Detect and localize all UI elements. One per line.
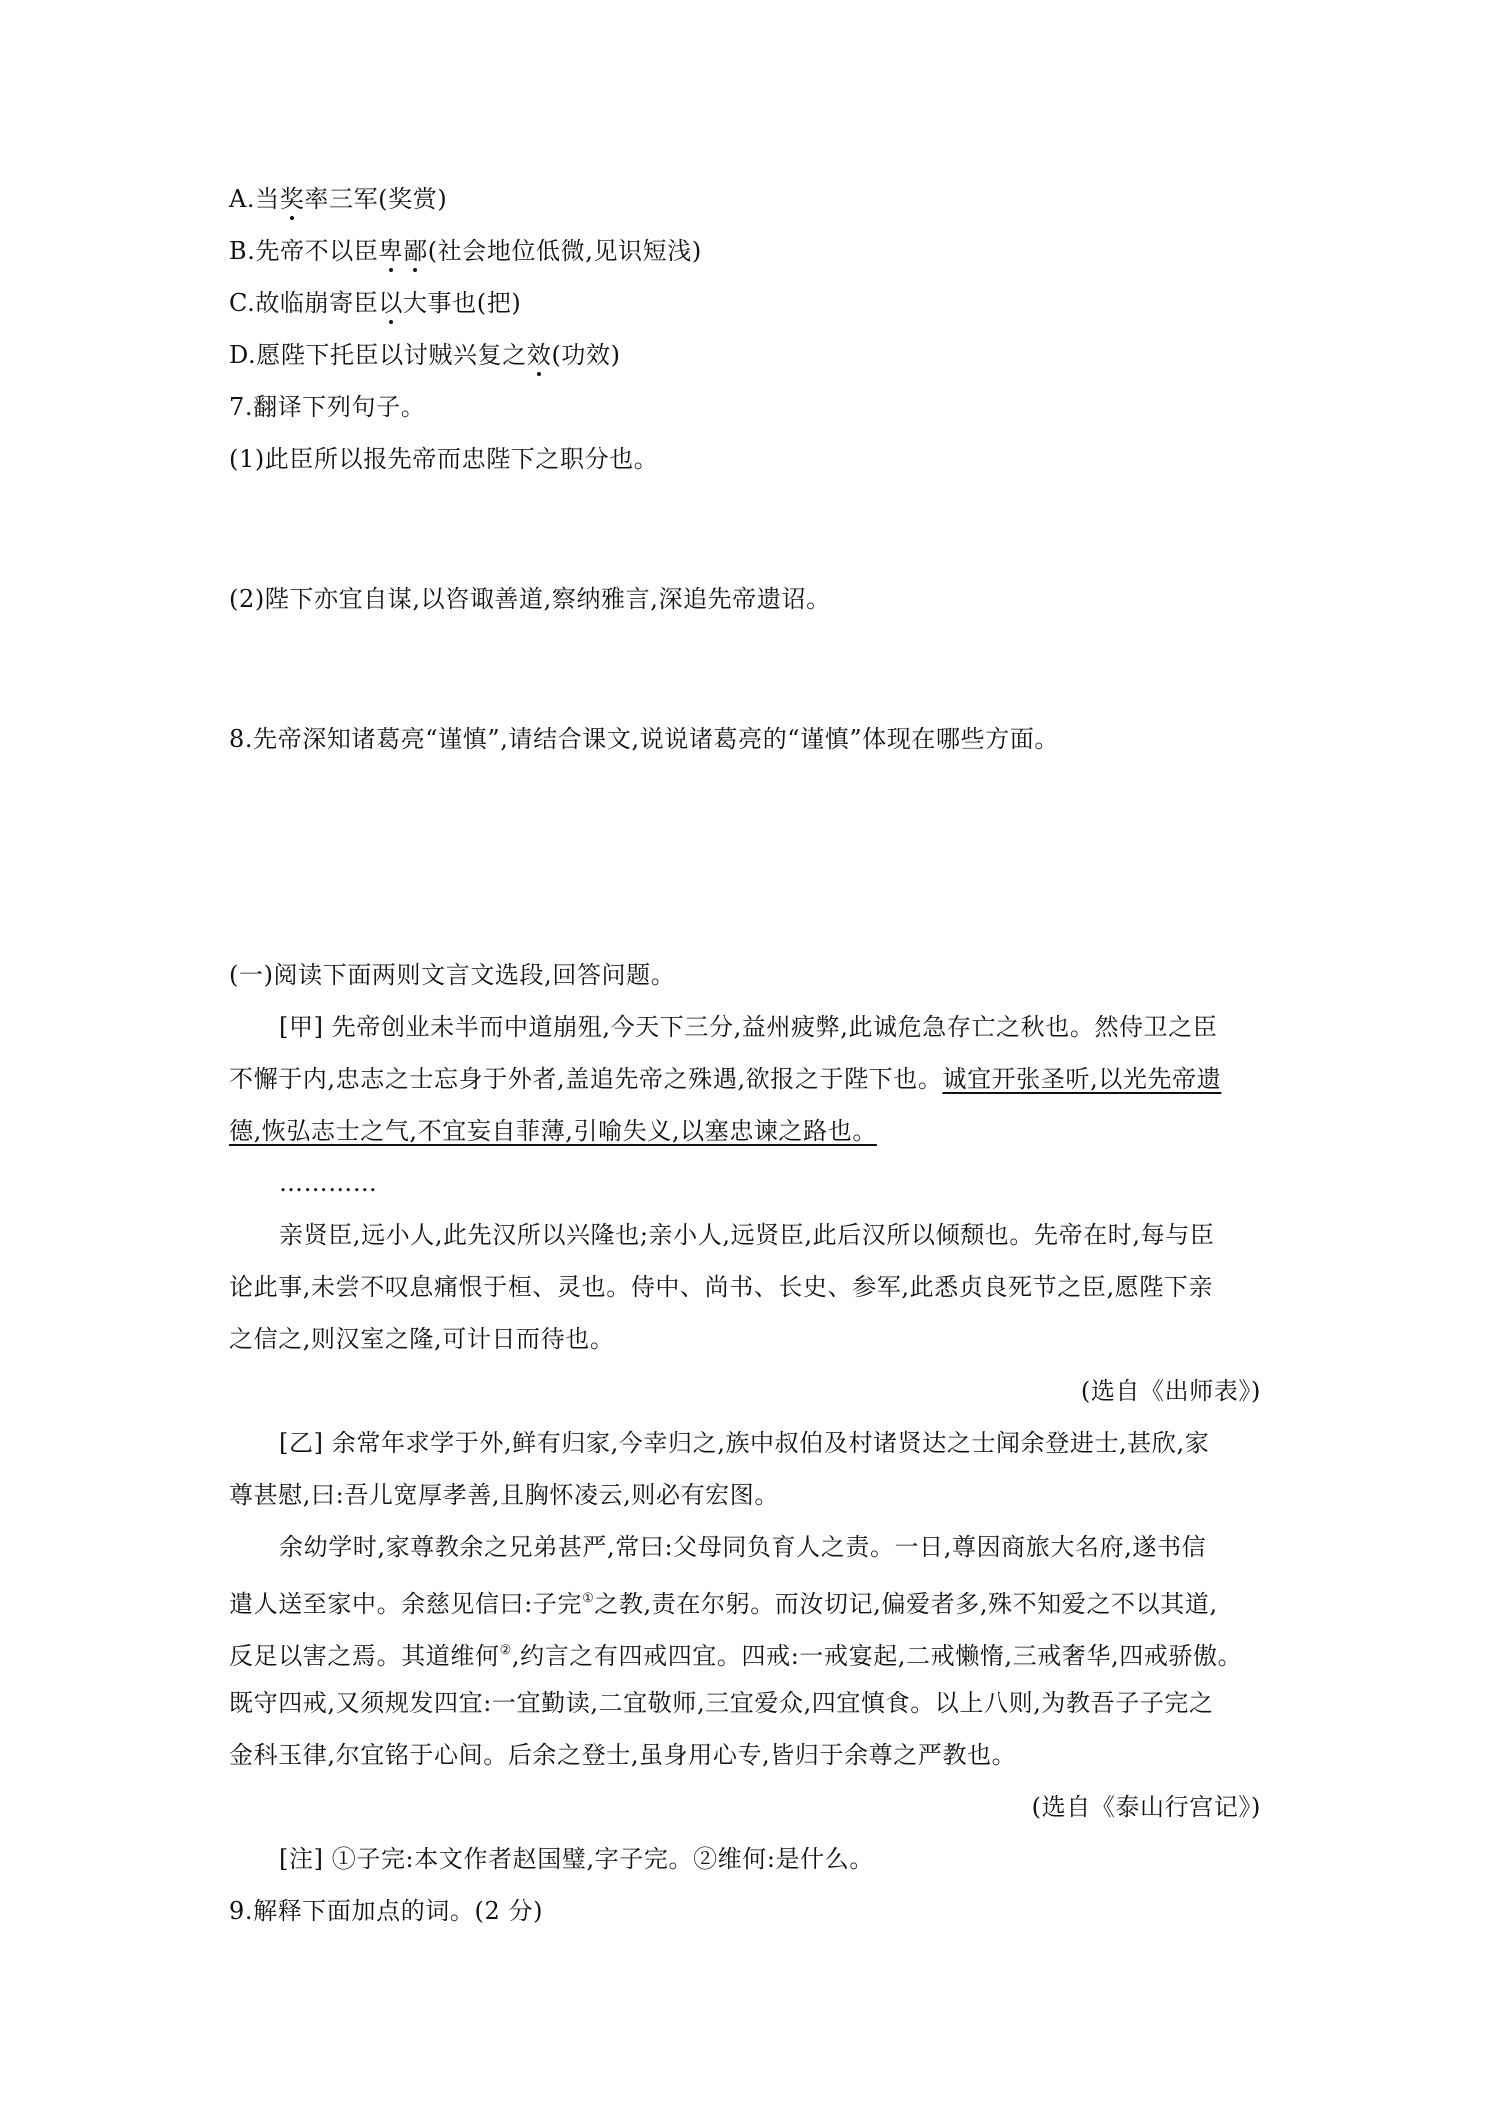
question-7-sentence-2: (2)陛下亦宜自谋,以咨诹善道,察纳雅言,深追先帝遗诏。 — [229, 585, 831, 613]
emphasis-char: 卑 — [378, 237, 404, 265]
option-a: A.当奖率三军(奖赏) — [229, 185, 448, 213]
question-7-title: 7.翻译下列句子。 — [229, 393, 426, 421]
footnotes: [注] ①子完:本文作者赵国璧,字子完。②维何:是什么。 — [279, 1845, 874, 1873]
passage-yi-line: 金科玉律,尔宜铭于心间。后余之登士,虽身用心专,皆归于余尊之严教也。 — [229, 1741, 1017, 1769]
passage-jia-line — [229, 1114, 877, 1148]
passage-yi-line: 遣人送至家中。余慈见信曰:子完①之教,责在尔躬。而汝切记,偏爱者多,殊不知爱之不以其道, — [229, 1590, 1218, 1618]
emphasis-char: 鄙 — [403, 237, 428, 265]
source-citation: (选自《泰山行宫记》) — [1031, 1793, 1261, 1821]
question-7-sentence-1: (1)此臣所以报先帝而忠陛下之职分也。 — [229, 445, 659, 473]
underlined-text: 德,恢弘志士之气,不宜妄自菲薄,引喻失义,以塞忠谏之路也。 — [229, 1117, 877, 1145]
emphasis-char: 效 — [526, 341, 552, 369]
passage-yi-line: 反足以害之焉。其道维何②,约言之有四戒四宜。四戒:一戒宴起,二戒懒惰,三戒奢华,四戒骄傲。 — [229, 1642, 1243, 1670]
emphasis-char: 以 — [378, 289, 403, 317]
footnote-marker: ② — [499, 1643, 512, 1658]
question-9: 9.解释下面加点的词。(2 分) — [229, 1897, 544, 1925]
passage-jia-line: 之信之,则汉室之隆,可计日而待也。 — [229, 1325, 615, 1353]
footnote-marker: ① — [582, 1591, 595, 1606]
passage-yi-line: [乙] 余常年求学于外,鲜有归家,今幸归之,族中叔伯及村诸贤达之士闻余登进士,甚欣,家 — [279, 1429, 1210, 1457]
passage-yi-line: 余幼学时,家尊教余之兄弟甚严,常曰:父母同负育人之责。一日,尊因商旅大名府,遂书信 — [279, 1533, 1207, 1561]
passage-jia-line: [甲] 先帝创业未半而中道崩殂,今天下三分,益州疲弊,此诚危急存亡之秋也。然侍卫之臣 — [279, 1013, 1218, 1041]
underlined-text: 诚宜开张圣听,以光先帝遗 — [942, 1065, 1222, 1093]
emphasis-char: 奖 — [279, 185, 305, 213]
option-b: B.先帝不以臣卑鄙(社会地位低微,见识短浅) — [229, 237, 702, 265]
source-citation: (选自《出师表》) — [1080, 1377, 1261, 1405]
passage-jia-line: 不懈于内,忠志之士忘身于外者,盖追先帝之殊遇,欲报之于陛下也。诚宜开张圣听,以光先帝遗 — [229, 1065, 1222, 1093]
option-d: D.愿陛下托臣以讨贼兴复之效(功效) — [229, 341, 621, 369]
ellipsis: ………… — [279, 1169, 378, 1197]
option-c: C.故临崩寄臣以大事也(把) — [229, 289, 522, 317]
passage-jia-line: 亲贤臣,远小人,此先汉所以兴隆也;亲小人,远贤臣,此后汉所以倾颓也。先帝在时,每与臣 — [279, 1221, 1215, 1249]
question-8: 8.先帝深知诸葛亮“谨慎”,请结合课文,说说诸葛亮的“谨慎”体现在哪些方面。 — [229, 725, 1060, 753]
passage-yi-line: 既守四戒,又须规发四宜:一宜勤读,二宜敬师,三宜爱众,四宜慎食。以上八则,为教吾子子完之 — [229, 1689, 1214, 1717]
passage-jia-line: 论此事,未尝不叹息痛恨于桓、灵也。侍中、尚书、长史、参军,此悉贞良死节之臣,愿陛下亲 — [229, 1273, 1214, 1301]
passage-yi-line: 尊甚慰,曰:吾儿宽厚孝善,且胸怀凌云,则必有宏图。 — [229, 1481, 779, 1509]
section-heading: (一)阅读下面两则文言文选段,回答问题。 — [229, 961, 676, 989]
